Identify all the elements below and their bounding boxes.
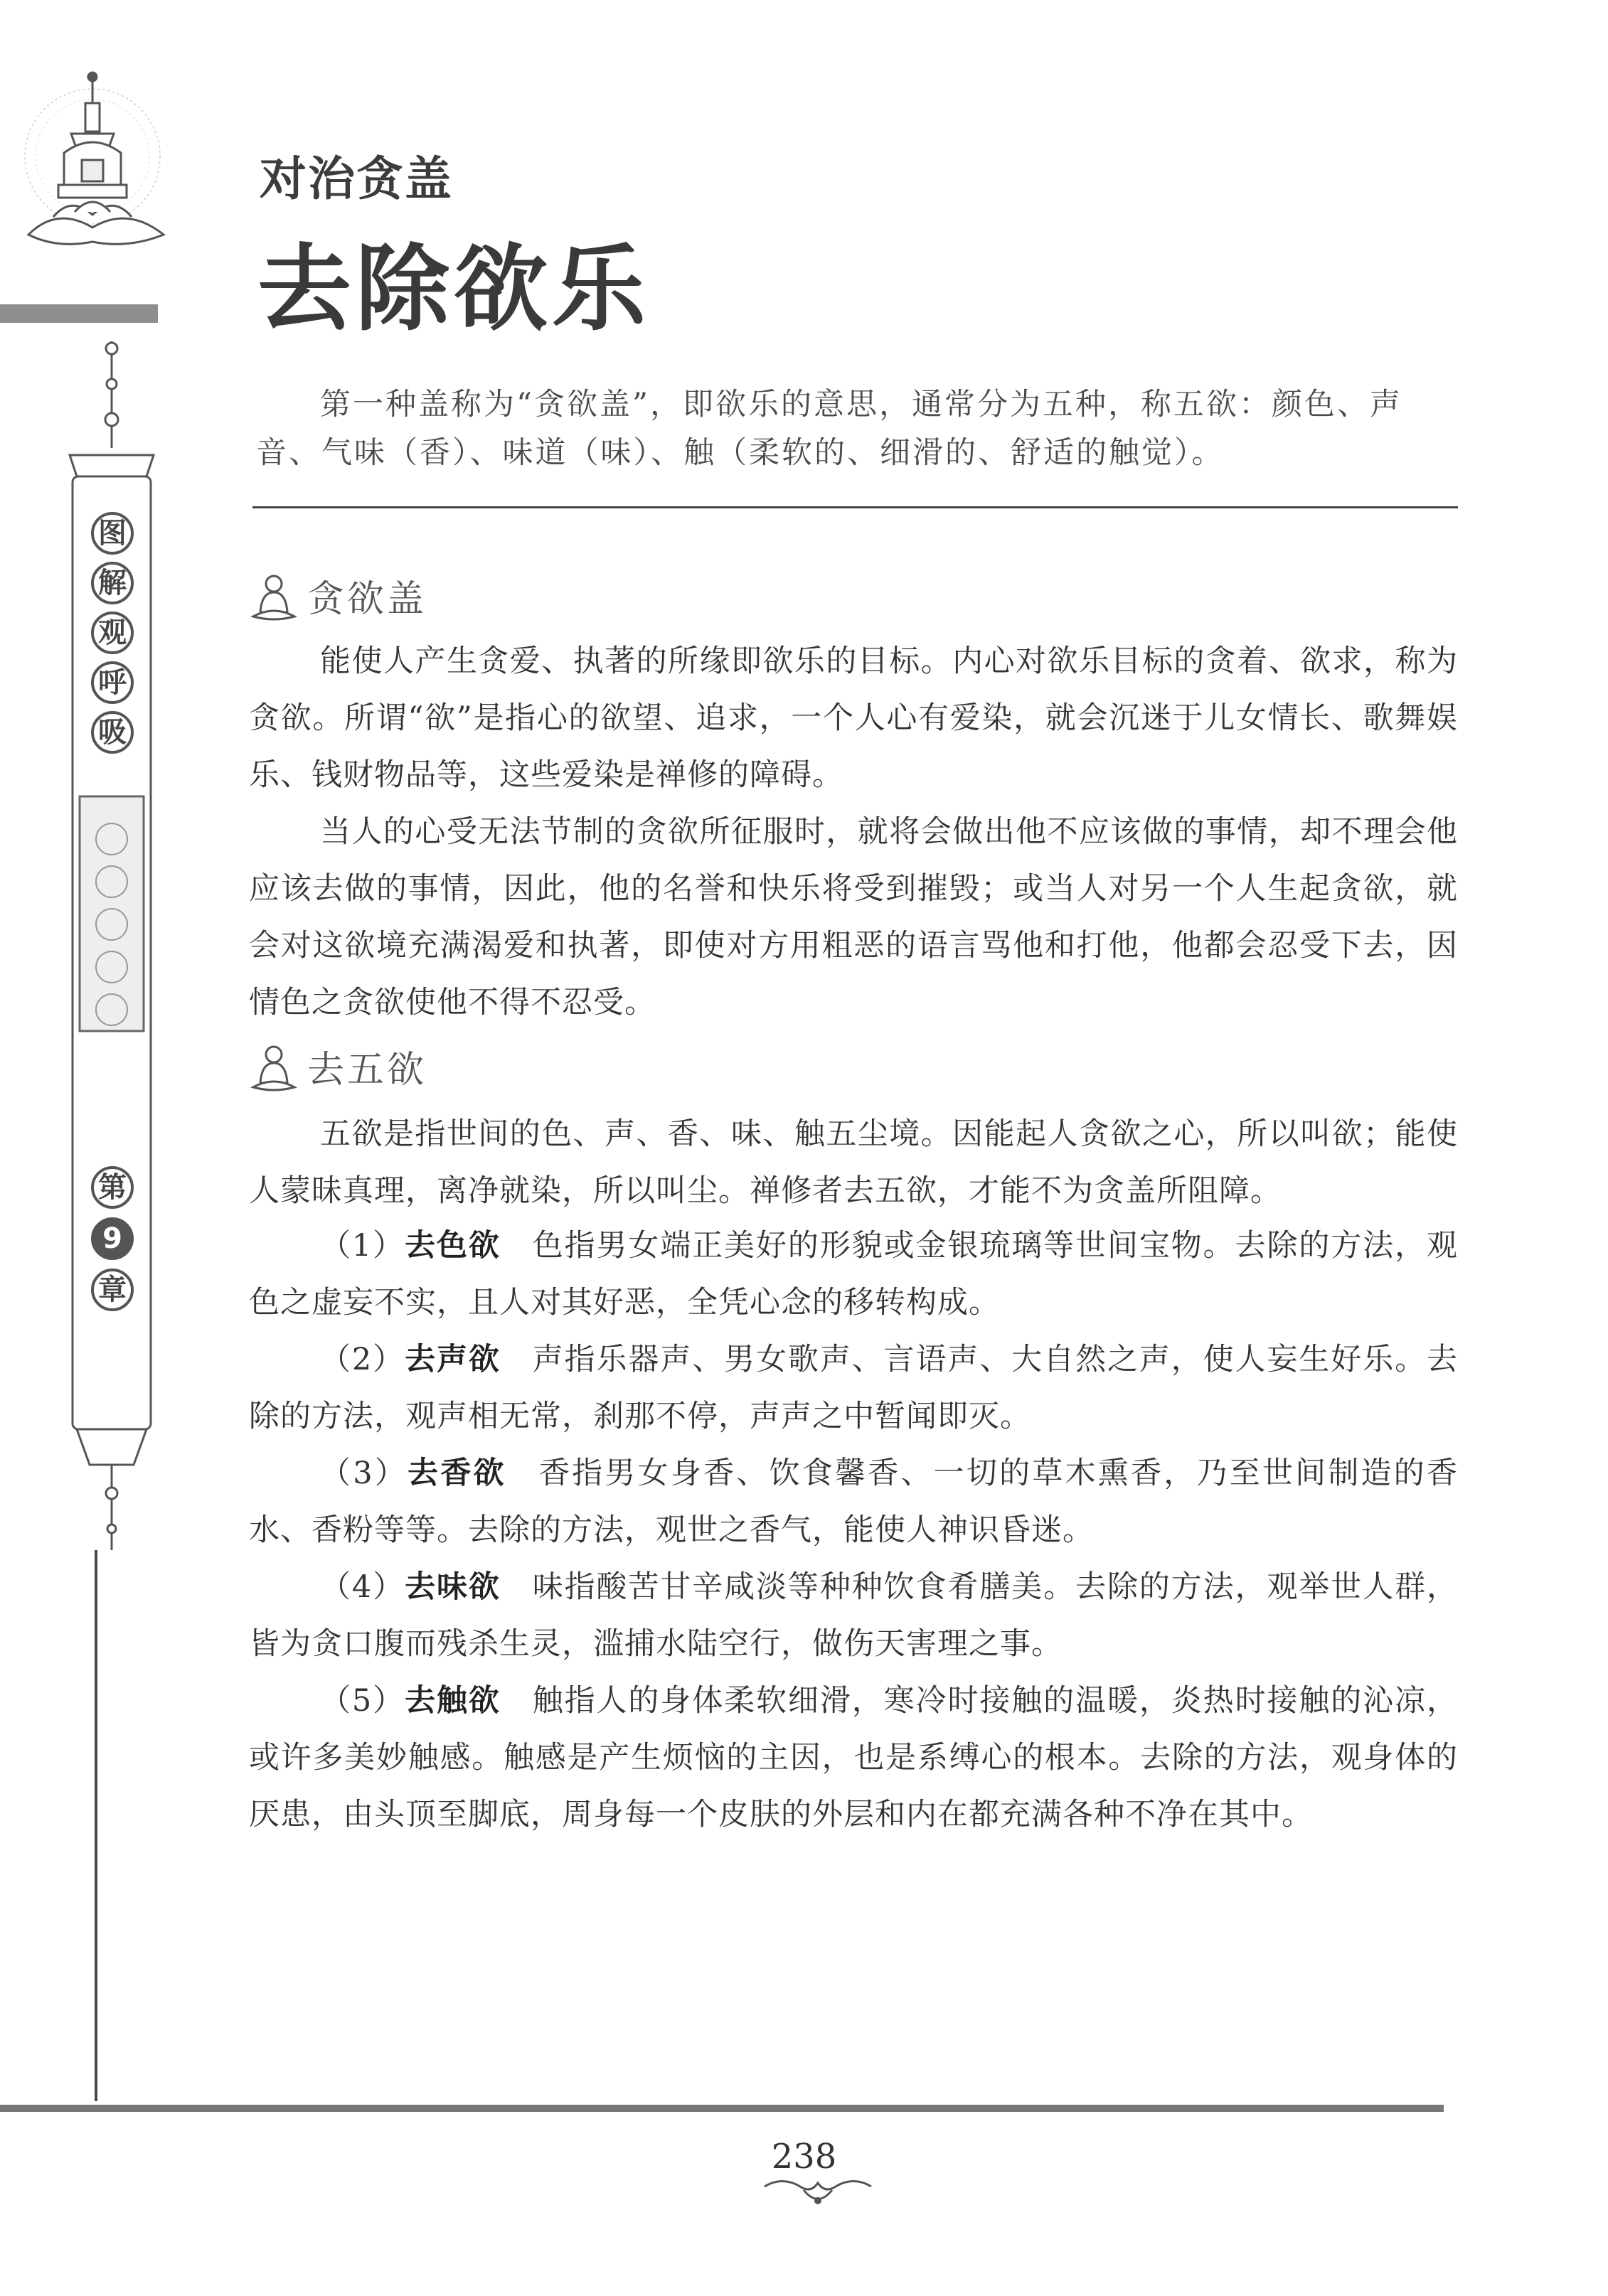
body-paragraph: 当人的心受无法节制的贪欲所征服时，就将会做出他不应该做的事情，却不理会他应该去做的事情，因此，他的名誉和快乐将受到摧毁；或当人对另一个人生起贪欲，就会对这欲境充满渴爱和执著，即使对方用粗恶的语言骂他和打他，他都会忍受下去，因情色之贪欲使他不得不忍受。 bbox=[249, 814, 1458, 1020]
body-paragraph: 能使人产生贪爱、执著的所缘即欲乐的目标。内心对欲乐目标的贪着、欲求，称为贪欲。所谓“欲”是指心的欲望、追求，一个人心有爱染，就会沉迷于儿女情长、歌舞娱乐、钱财物品等，这些爱染是禅修的障碍。 bbox=[249, 644, 1458, 793]
section-heading bbox=[250, 1040, 427, 1093]
chapter-number: 9 bbox=[91, 1217, 134, 1260]
item-text: 声指乐器声、男女歌声、言语声、大自然之声，使人妄生好乐。去除的方法，观声相无常，刹那不停，声声之中暂闻即灭。 bbox=[249, 1342, 1459, 1434]
body-paragraph: 五欲是指世间的色、声、香、味、触五尘境。因能起人贪欲之心，所以叫欲；能使人蒙昧真理，离净就染，所以叫尘。禅修者去五欲，才能不为贪盖所阻障。 bbox=[249, 1116, 1458, 1209]
list-item bbox=[249, 1672, 1458, 1843]
item-text: 味指酸苦甘辛咸淡等种种饮食肴膳美。去除的方法，观举世人群，皆为贪口腹而残杀生灵，滥捕水陆空行，做伤天害理之事。 bbox=[249, 1569, 1459, 1662]
item-number: （4） bbox=[320, 1569, 405, 1605]
page-title: 去除欲乐 bbox=[257, 234, 650, 344]
item-text: 触指人的身体柔软细滑，寒冷时接触的温暖，炎热时接触的沁凉，或许多美妙触感。触感是产生烦恼的主因，也是系缚心的根本。去除的方法，观身体的厌患，由头顶至脚底，周身每一个皮肤的外层和内在都充满各种不净在其中。 bbox=[249, 1683, 1459, 1832]
chapter-char: 第 bbox=[91, 1166, 134, 1209]
header-bar bbox=[0, 304, 158, 323]
item-text: 色指男女端正美好的形貌或金银琉璃等世间宝物。去除的方法，观色之虚妄不实，且人对其好恶，全凭心念的移转构成。 bbox=[249, 1228, 1459, 1320]
item-text: 香指男女身香、饮食馨香、一切的草木熏香，乃至世间制造的香水、香粉等等。去除的方法，观世之香气，能使人神识昏迷。 bbox=[249, 1456, 1459, 1548]
section-heading-text: 贪欲盖 bbox=[307, 578, 427, 621]
item-label: 去色欲 bbox=[405, 1228, 501, 1264]
margin-line bbox=[95, 1550, 97, 2101]
item-number: （2） bbox=[320, 1342, 405, 1377]
page-subtitle: 对治贪盖 bbox=[260, 151, 453, 206]
list-item bbox=[249, 1217, 1458, 1331]
footer-rule bbox=[0, 2105, 1444, 2112]
chapter-char: 章 bbox=[91, 1269, 134, 1311]
item-number: （5） bbox=[320, 1683, 405, 1719]
item-label: 去味欲 bbox=[405, 1569, 501, 1605]
list-item bbox=[249, 1559, 1458, 1672]
item-number: （1） bbox=[320, 1228, 405, 1264]
divider bbox=[252, 506, 1458, 508]
list-item bbox=[249, 1331, 1458, 1445]
side-char: 吸 bbox=[91, 711, 134, 754]
section-heading-text: 去五欲 bbox=[307, 1049, 427, 1091]
flourish-ornament-icon bbox=[761, 2172, 875, 2208]
list-item bbox=[249, 1445, 1458, 1559]
side-char: 呼 bbox=[91, 661, 134, 704]
item-number: （3） bbox=[320, 1456, 408, 1491]
stupa-lotus-icon bbox=[14, 50, 178, 277]
page-number: 238 bbox=[771, 2137, 837, 2177]
side-char: 图 bbox=[91, 512, 134, 555]
meditating-monk-icon bbox=[250, 1042, 297, 1091]
item-label: 去声欲 bbox=[405, 1342, 501, 1377]
section-heading bbox=[250, 569, 427, 622]
item-label: 去触欲 bbox=[405, 1683, 501, 1719]
intro-paragraph: 第一种盖称为“贪欲盖”，即欲乐的意思，通常分为五种，称五欲：颜色、声音、气味（香）、味道（味）、触（柔软的、细滑的、舒适的触觉）。 bbox=[256, 387, 1402, 471]
meditating-monk-icon bbox=[250, 571, 297, 621]
side-char: 解 bbox=[91, 562, 134, 604]
item-label: 去香欲 bbox=[408, 1456, 506, 1491]
side-char: 观 bbox=[91, 612, 134, 654]
